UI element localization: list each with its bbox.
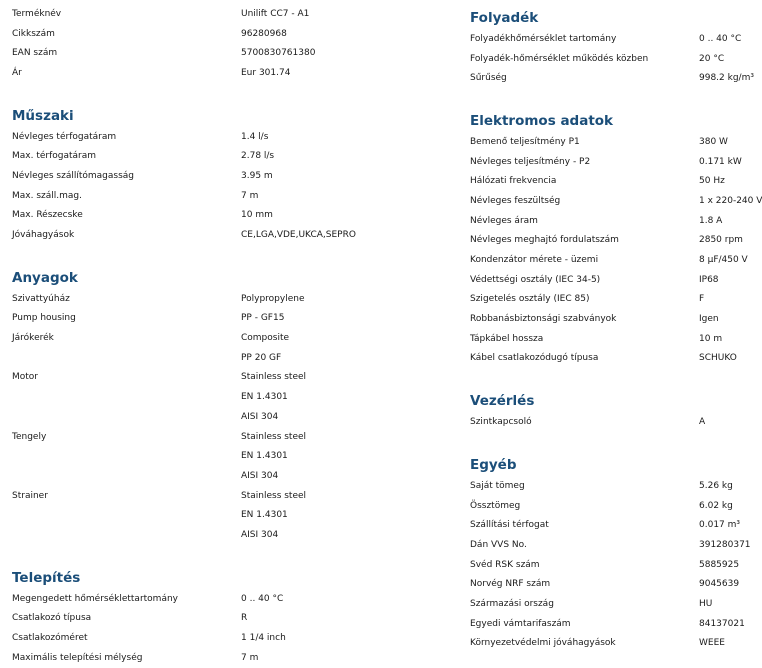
spec-row <box>470 171 762 191</box>
section-vezerles <box>470 389 762 432</box>
spec-value: Composite <box>241 333 290 344</box>
spec-row <box>470 68 762 88</box>
spec-row <box>12 368 452 388</box>
spec-value: Eur 301.74 <box>241 67 291 78</box>
spec-value: HU <box>699 598 713 609</box>
spec-row <box>470 535 762 555</box>
spec-label: Kondenzátor mérete - üzemi <box>470 255 599 266</box>
spec-label: Névleges feszültség <box>470 195 561 206</box>
spec-row <box>12 348 452 368</box>
spec-row <box>470 574 762 594</box>
spec-row <box>470 309 762 329</box>
spec-row <box>12 186 452 206</box>
spec-value: 0.017 m³ <box>699 520 741 531</box>
spec-value: 1.4 l/s <box>241 131 269 142</box>
spec-row <box>470 555 762 575</box>
spec-row <box>470 614 762 634</box>
spec-row <box>12 446 452 466</box>
spec-value: IP68 <box>699 274 719 285</box>
spec-row <box>12 146 452 166</box>
spec-label: Bemenő teljesítmény P1 <box>470 136 580 147</box>
spec-value: Stainless steel <box>241 490 307 501</box>
spec-row <box>12 309 452 329</box>
spec-label: Folyadék-hőmérséklet működés közben <box>470 53 649 64</box>
spec-label: Szigetelés osztály (IEC 85) <box>470 294 590 305</box>
spec-value: 998.2 kg/m³ <box>699 73 754 84</box>
spec-value: 3.95 m <box>241 170 273 181</box>
spec-value: CE,LGA,VDE,UKCA,SEPRO <box>241 230 356 241</box>
spec-value: Stainless steel <box>241 372 307 383</box>
spec-row <box>12 505 452 525</box>
spec-label: Járókerék <box>12 333 54 344</box>
spec-label: Tengely <box>12 431 47 442</box>
spec-value: R <box>241 613 248 624</box>
spec-row <box>470 211 762 231</box>
spec-value: 0 .. 40 °C <box>241 593 284 604</box>
spec-label: Folyadékhőmérséklet tartomány <box>470 33 617 44</box>
spec-row <box>470 132 762 152</box>
spec-row <box>12 4 452 24</box>
spec-label: Kábel csatlakozódugó típusa <box>470 353 599 364</box>
spec-value: 0 .. 40 °C <box>699 33 742 44</box>
spec-row <box>12 225 452 245</box>
spec-label: Pump housing <box>12 313 76 324</box>
spec-row <box>12 328 452 348</box>
spec-label: Hálózati frekvencia <box>470 176 557 187</box>
spec-label: Jóváhagyások <box>12 230 75 241</box>
spec-row <box>12 466 452 486</box>
spec-value: Stainless steel <box>241 431 307 442</box>
spec-value: AISI 304 <box>241 529 279 540</box>
spec-label: Névleges szállítómagasság <box>12 170 135 181</box>
spec-value: 2850 rpm <box>699 235 743 246</box>
spec-label: Névleges teljesítmény - P2 <box>470 156 591 167</box>
spec-value: 84137021 <box>699 618 745 629</box>
spec-value: AISI 304 <box>241 411 279 422</box>
spec-value: 5.26 kg <box>699 480 733 491</box>
spec-label: Maximális telepítési mélység <box>12 652 143 663</box>
spec-label: Névleges meghajtó fordulatszám <box>470 235 619 246</box>
spec-row <box>470 290 762 310</box>
spec-label: Strainer <box>12 490 48 501</box>
spec-value: EN 1.4301 <box>241 392 288 403</box>
spec-row <box>12 525 452 545</box>
spec-row <box>12 289 452 309</box>
spec-label: Max. Részecske <box>12 210 83 221</box>
spec-value: 50 Hz <box>699 176 725 187</box>
spec-value: 0.171 kW <box>699 156 742 167</box>
spec-value: 20 °C <box>699 53 725 64</box>
spec-value: 6.02 kg <box>699 500 733 511</box>
spec-value: 10 m <box>699 333 723 344</box>
spec-row <box>470 329 762 349</box>
section-anyagok <box>12 266 452 545</box>
spec-label: Dán VVS No. <box>470 539 527 550</box>
section-telepites <box>12 566 452 668</box>
spec-label: Ár <box>12 67 22 78</box>
spec-value: Polypropylene <box>241 293 305 304</box>
spec-value: 1 x 220-240 V <box>699 195 762 206</box>
spec-value: 5700830761380 <box>241 48 316 59</box>
spec-label: Cikkszám <box>12 28 55 39</box>
spec-value: 9045639 <box>699 579 740 590</box>
section-title-telepites: Telepítés <box>12 569 81 586</box>
spec-label: Csatlakozó típusa <box>12 613 92 624</box>
spec-row <box>12 43 452 63</box>
section-title-folyadek: Folyadék <box>470 10 539 26</box>
spec-label: Szállítási térfogat <box>470 520 549 531</box>
spec-row <box>12 166 452 186</box>
spec-value: EN 1.4301 <box>241 510 288 521</box>
spec-row <box>12 427 452 447</box>
spec-value: 8 µF/450 V <box>699 255 748 266</box>
section-title-anyagok: Anyagok <box>12 269 78 286</box>
spec-label: Svéd RSK szám <box>470 559 540 570</box>
spec-label: Max. száll.mag. <box>12 190 82 201</box>
spec-label: Megengedett hőmérséklettartomány <box>12 593 178 604</box>
spec-value: 10 mm <box>241 210 273 221</box>
spec-label: Tápkábel hossza <box>470 333 544 344</box>
spec-value: SCHUKO <box>699 353 737 364</box>
spec-label: Egyedi vámtarifaszám <box>470 618 571 629</box>
spec-value: A <box>699 417 706 428</box>
spec-label: Norvég NRF szám <box>470 579 551 590</box>
spec-row <box>470 515 762 535</box>
section-folyadek <box>470 6 762 88</box>
spec-value: 7 m <box>241 190 259 201</box>
spec-value: 2.78 l/s <box>241 151 275 162</box>
spec-row <box>470 476 762 496</box>
spec-label: Terméknév <box>12 8 62 19</box>
spec-value: 391280371 <box>699 539 751 550</box>
spec-value: F <box>699 294 705 305</box>
section-title-elektromos: Elektromos adatok <box>470 113 614 130</box>
spec-label: Névleges térfogatáram <box>12 131 117 142</box>
spec-label: EAN szám <box>12 48 58 59</box>
spec-value: Unilift CC7 - A1 <box>241 8 310 19</box>
spec-label: Védettségi osztály (IEC 34-5) <box>470 274 601 285</box>
spec-label: Szintkapcsoló <box>470 417 532 428</box>
spec-row <box>12 486 452 506</box>
spec-value: 1.8 A <box>699 215 723 226</box>
section-title-muszaki: Műszaki <box>12 107 74 124</box>
spec-row <box>12 589 452 609</box>
spec-value: 1 1/4 inch <box>241 633 286 644</box>
right-column <box>470 0 762 653</box>
spec-row <box>12 63 452 83</box>
spec-row <box>470 231 762 251</box>
product-header <box>12 4 452 83</box>
spec-label: Csatlakozóméret <box>12 633 88 644</box>
spec-label: Max. térfogatáram <box>12 151 97 162</box>
spec-label: Robbanásbiztonsági szabványok <box>470 314 617 325</box>
section-egyeb <box>470 453 762 653</box>
spec-label: Névleges áram <box>470 215 538 226</box>
spec-value: 380 W <box>699 136 728 147</box>
spec-label: Környezetvédelmi jóváhagyások <box>470 638 616 649</box>
spec-row <box>470 594 762 614</box>
spec-value: PP 20 GF <box>241 352 282 363</box>
spec-value: 5885925 <box>699 559 740 570</box>
spec-label: Származási ország <box>470 598 554 609</box>
section-title-vezerles: Vezérlés <box>470 393 535 410</box>
spec-value: Igen <box>699 314 719 325</box>
spec-row <box>470 496 762 516</box>
spec-row <box>470 49 762 69</box>
spec-row <box>12 407 452 427</box>
spec-row <box>12 609 452 629</box>
spec-value: WEEE <box>699 638 725 649</box>
spec-label: Motor <box>12 372 39 383</box>
spec-row <box>12 628 452 648</box>
spec-row <box>12 24 452 44</box>
spec-row <box>12 127 452 147</box>
spec-row <box>470 29 762 49</box>
spec-row <box>470 250 762 270</box>
spec-row <box>470 349 762 369</box>
spec-row <box>470 270 762 290</box>
spec-label: Saját tömeg <box>470 480 525 491</box>
spec-row <box>470 412 762 432</box>
spec-value: 7 m <box>241 652 259 663</box>
spec-label: Sűrűség <box>470 73 507 84</box>
spec-value: PP - GF15 <box>241 313 285 324</box>
spec-row <box>470 152 762 172</box>
spec-row <box>470 634 762 654</box>
spec-row <box>12 387 452 407</box>
spec-label: Szivattyúház <box>12 293 70 304</box>
spec-label: Össztömeg <box>470 500 521 511</box>
section-elektromos <box>470 109 762 368</box>
left-column <box>12 0 452 668</box>
spec-value: AISI 304 <box>241 470 279 481</box>
spec-value: 96280968 <box>241 28 287 39</box>
spec-row <box>12 206 452 226</box>
spec-row <box>470 191 762 211</box>
section-muszaki <box>12 104 452 245</box>
section-title-egyeb: Egyéb <box>470 457 517 473</box>
spec-value: EN 1.4301 <box>241 451 288 462</box>
